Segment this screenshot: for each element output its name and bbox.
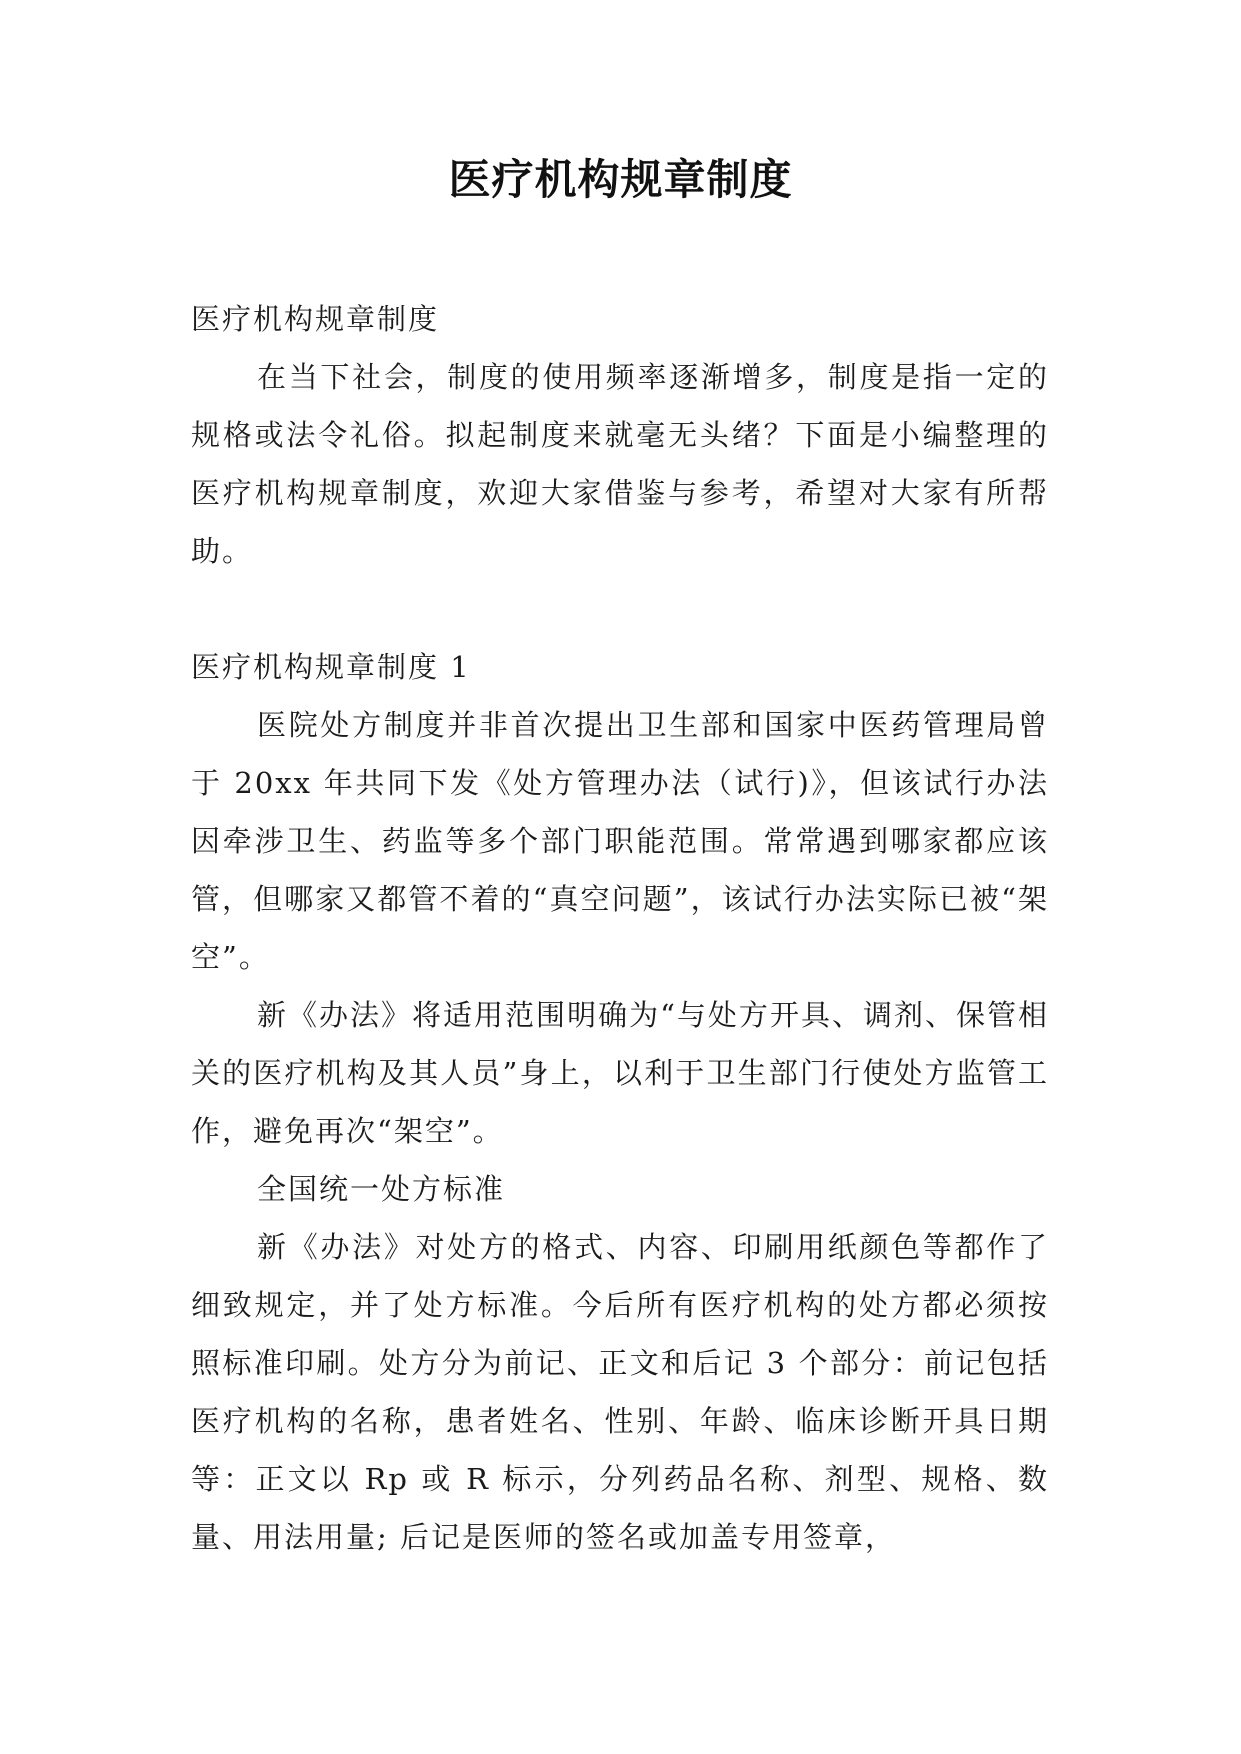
paragraph: 新《办法》将适用范围明确为“与处方开具、调剂、保管相关的医疗机构及其人员”身上，以利于卫生部门行使处方监管工作，避免再次“架空”。	[191, 998, 1049, 1148]
intro-paragraph: 在当下社会，制度的使用频率逐渐增多，制度是指一定的规格或法令礼俗。拟起制度来就毫无头绪？下面是小编整理的医疗机构规章制度，欢迎大家借鉴与参考，希望对大家有所帮助。	[191, 360, 1049, 568]
document-body	[191, 290, 1049, 1566]
section-heading: 医疗机构规章制度 1	[191, 650, 471, 684]
subheading-paragraph: 全国统一处方标准	[257, 1172, 506, 1206]
document-title: 医疗机构规章制度	[448, 155, 793, 204]
intro-heading: 医疗机构规章制度	[191, 302, 440, 336]
paragraph: 新《办法》对处方的格式、内容、印刷用纸颜色等都作了细致规定，并了处方标准。今后所有医疗机构的处方都必须按照标准印刷。处方分为前记、正文和后记 3 个部分：前记包括医疗机构的名称，患者姓名、性别、年龄、临床诊断开具日期等：正文以 Rp 或 R 标示，分列药品名称、剂型、规格、数量、用法用量; 后记是医师的签名或加盖专用签章，	[191, 1230, 1049, 1554]
paragraph: 医院处方制度并非首次提出卫生部和国家中医药管理局曾于 20xx 年共同下发《处方管理办法（试行)》，但该试行办法因牵涉卫生、药监等多个部门职能范围。常常遇到哪家都应该管，但哪家又都管不着的“真空问题”，该试行办法实际已被“架空”。	[191, 708, 1049, 974]
section-spacer	[191, 580, 1049, 638]
